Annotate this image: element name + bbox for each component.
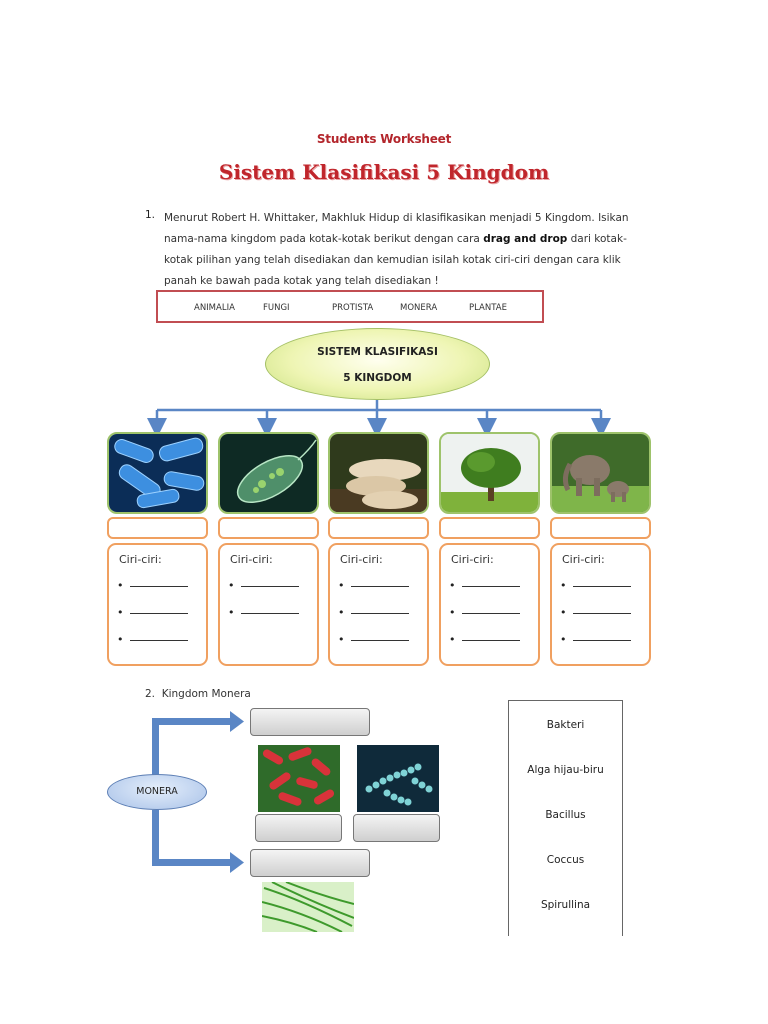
- bullet-line[interactable]: •: [117, 633, 188, 646]
- word-coccus[interactable]: Coccus: [546, 854, 585, 866]
- ciri-box-5[interactable]: [550, 543, 651, 666]
- bullet-line[interactable]: •: [228, 606, 299, 619]
- word-spirullina[interactable]: Spirullina: [540, 899, 591, 911]
- worksheet-title: Sistem Klasifikasi 5 Kingdom: [218, 160, 550, 184]
- question-1-text-before: Menurut Robert H. Whittaker, Makhluk Hidup di klasifikasikan menjadi 5 Kingdom. Isikan nama-nama kingdom pada kotak-kotak berikut dengan cara: [164, 212, 629, 245]
- mushroom-image: [328, 432, 429, 514]
- ciri-label: Ciri-ciri:: [451, 553, 494, 566]
- ciri-label: Ciri-ciri:: [340, 553, 383, 566]
- ciri-box-2[interactable]: [218, 543, 319, 666]
- option-protista[interactable]: PROTISTA: [332, 303, 374, 313]
- question-1-number: 1.: [145, 209, 156, 221]
- elephant-image: [550, 432, 651, 514]
- kingdom-name-box-3[interactable]: [328, 517, 429, 539]
- bullet-line[interactable]: •: [560, 606, 631, 619]
- ciri-box-1[interactable]: [107, 543, 208, 666]
- ellipse-line-2: 5 KINGDOM: [343, 372, 412, 384]
- ciri-box-4[interactable]: [439, 543, 540, 666]
- bullet-line[interactable]: •: [449, 606, 520, 619]
- option-fungi[interactable]: FUNGI: [263, 303, 290, 313]
- bullet-line[interactable]: •: [117, 606, 188, 619]
- word-alga-hijau-biru[interactable]: Alga hijau-biru: [527, 764, 604, 776]
- cyanobacteria-image: [357, 745, 439, 812]
- bullet-line[interactable]: •: [338, 579, 409, 592]
- question-2-heading: [145, 688, 251, 700]
- option-animalia[interactable]: ANIMALIA: [194, 303, 235, 313]
- monera-answer-box-3[interactable]: [353, 814, 440, 842]
- ciri-box-3[interactable]: [328, 543, 429, 666]
- bullet-line[interactable]: •: [338, 606, 409, 619]
- option-plantae[interactable]: PLANTAE: [469, 303, 507, 313]
- green-algae-image: [262, 882, 354, 932]
- monera-answer-box-2[interactable]: [255, 814, 342, 842]
- option-monera[interactable]: MONERA: [400, 303, 438, 313]
- bullet-line[interactable]: •: [560, 633, 631, 646]
- connector-arrows: [0, 0, 768, 440]
- kingdom-name-box-5[interactable]: [550, 517, 651, 539]
- word-bacillus[interactable]: Bacillus: [545, 809, 586, 821]
- red-bacteria-image: [258, 745, 340, 812]
- monera-answer-box-1[interactable]: [250, 708, 370, 736]
- word-bakteri[interactable]: Bakteri: [546, 719, 585, 731]
- ciri-label: Ciri-ciri:: [119, 553, 162, 566]
- kingdom-name-box-1[interactable]: [107, 517, 208, 539]
- question-1-text-after: dari kotak-kotak pilihan yang telah disediakan dan kemudian isilah kotak ciri-ciri dengan cara klik panah ke bawah pada kotak yang telah disediakan !: [164, 233, 627, 287]
- question-2-text: Kingdom Monera: [161, 688, 251, 700]
- bullet-line[interactable]: •: [449, 633, 520, 646]
- word-list-box: [508, 700, 623, 936]
- bullet-line[interactable]: •: [117, 579, 188, 592]
- tree-image: [439, 432, 540, 514]
- question-2-number: 2.: [145, 688, 156, 700]
- ciri-label: Ciri-ciri:: [562, 553, 605, 566]
- worksheet-subtitle: Students Worksheet: [316, 132, 452, 146]
- bullet-line[interactable]: •: [228, 579, 299, 592]
- kingdom-name-box-4[interactable]: [439, 517, 540, 539]
- protist-image: [218, 432, 319, 514]
- ellipse-line-1: SISTEM KLASIFIKASI: [317, 346, 438, 358]
- bullet-line[interactable]: •: [560, 579, 631, 592]
- bacteria-image: [107, 432, 208, 514]
- kingdom-name-box-2[interactable]: [218, 517, 319, 539]
- bullet-line[interactable]: •: [449, 579, 520, 592]
- bullet-line[interactable]: •: [338, 633, 409, 646]
- question-1-bold: drag and drop: [483, 233, 568, 245]
- ciri-label: Ciri-ciri:: [230, 553, 273, 566]
- monera-root-node: MONERA: [107, 774, 207, 810]
- monera-answer-box-4[interactable]: [250, 849, 370, 877]
